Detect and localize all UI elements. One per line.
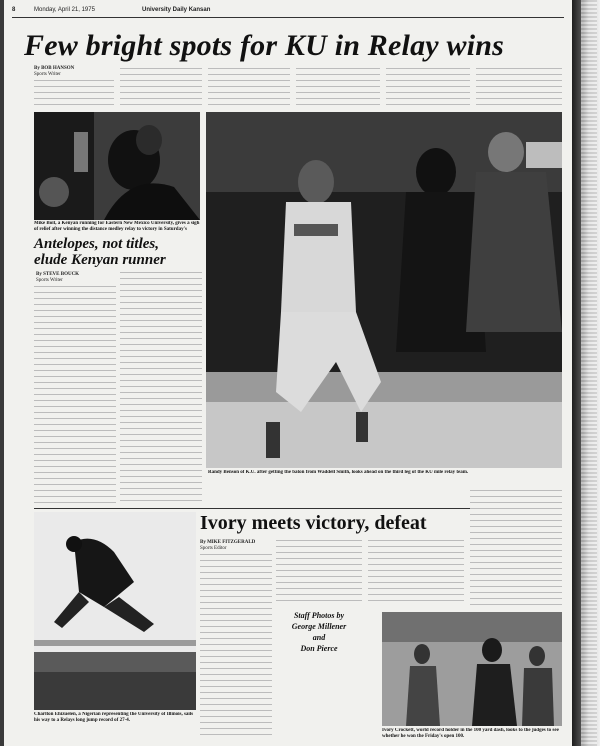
- story2-text-col2: [120, 272, 202, 506]
- story2-byline-role: Sports Writer: [36, 278, 63, 283]
- adjacent-page-edge: [581, 0, 597, 746]
- story2-headline: [34, 236, 204, 268]
- story3-text-col1: [200, 554, 272, 740]
- photo-mike-boit-caption: Mike Boit, a Kenyan running for Eastern New Mexico University, gives a sigh of relief after winning the distance medley relay to victory in Saturday's: [34, 221, 200, 232]
- story3-headline: Ivory meets victory, defeat: [200, 512, 427, 534]
- staff-credit-line4: Don Pierce: [300, 644, 338, 653]
- staff-credit-line2: George Millener: [291, 622, 347, 631]
- story3-text-col3: [368, 540, 464, 606]
- photo-long-jump: [34, 512, 196, 710]
- page-date: Monday, April 21, 1975: [34, 7, 95, 13]
- photo-randy-benson-caption: Randy Benson of K.U. after getting the baton from Waddell Smith, looks ahead on the third leg of the KU mile relay team.: [208, 470, 469, 475]
- photo-mike-boit: [34, 112, 200, 220]
- photo-long-jump-image: [34, 512, 196, 710]
- story3-byline-name: By MIKE FITZGERALD: [200, 540, 256, 545]
- page-header: [12, 7, 564, 16]
- main-headline: Few bright spots for KU in Relay wins: [24, 29, 504, 62]
- main-story-text-col6: [476, 68, 562, 110]
- photo-ivory-crockett-caption: Ivory Crockett, world record holder in the 100 yard dash, looks to the judges to see whether he won the Friday's open 100.: [382, 728, 559, 739]
- story3-text-col2: [276, 540, 362, 606]
- photo-mike-boit-image: [34, 112, 200, 220]
- photo-ivory-crockett: [382, 612, 562, 726]
- photo-long-jump-caption: Charlton Ehizuelen, a Nigerian representing the University of Illinois, sails his way to a Relays long jump record of 27-4.: [34, 712, 194, 723]
- main-story-text-col4: [296, 68, 380, 110]
- photo-randy-benson-image: [206, 112, 562, 468]
- main-story-text-col2: [120, 68, 202, 110]
- story2-headline-line1: Antelopes, not titles,: [34, 236, 160, 252]
- photo-ivory-crockett-image: [382, 612, 562, 726]
- story2-byline: [36, 272, 96, 284]
- story2-headline-line2: elude Kenyan runner: [34, 252, 166, 268]
- staff-credit-line3: and: [312, 633, 326, 642]
- staff-photo-credit: [274, 610, 364, 654]
- main-byline: [34, 66, 104, 78]
- main-byline-name: By BOB HANSON: [34, 66, 75, 71]
- story3-byline-role: Sports Editor: [200, 546, 227, 551]
- story3-byline: [200, 540, 270, 552]
- main-story-text-col5: [386, 68, 470, 110]
- main-story-text-col1: [34, 80, 114, 110]
- newspaper-page: [4, 0, 572, 746]
- story2-text-col1: [34, 286, 116, 506]
- main-story-text-col3: [208, 68, 290, 110]
- story2-byline-name: By STEVE BOUCK: [36, 272, 80, 277]
- photo-randy-benson: [206, 112, 562, 468]
- page-number: 8: [12, 7, 16, 13]
- results-list: [470, 490, 562, 610]
- staff-credit-line1: Staff Photos by: [293, 611, 345, 620]
- header-rule: [12, 17, 564, 18]
- paper-name: University Daily Kansan: [142, 7, 211, 13]
- main-byline-role: Sports Writer: [34, 72, 61, 77]
